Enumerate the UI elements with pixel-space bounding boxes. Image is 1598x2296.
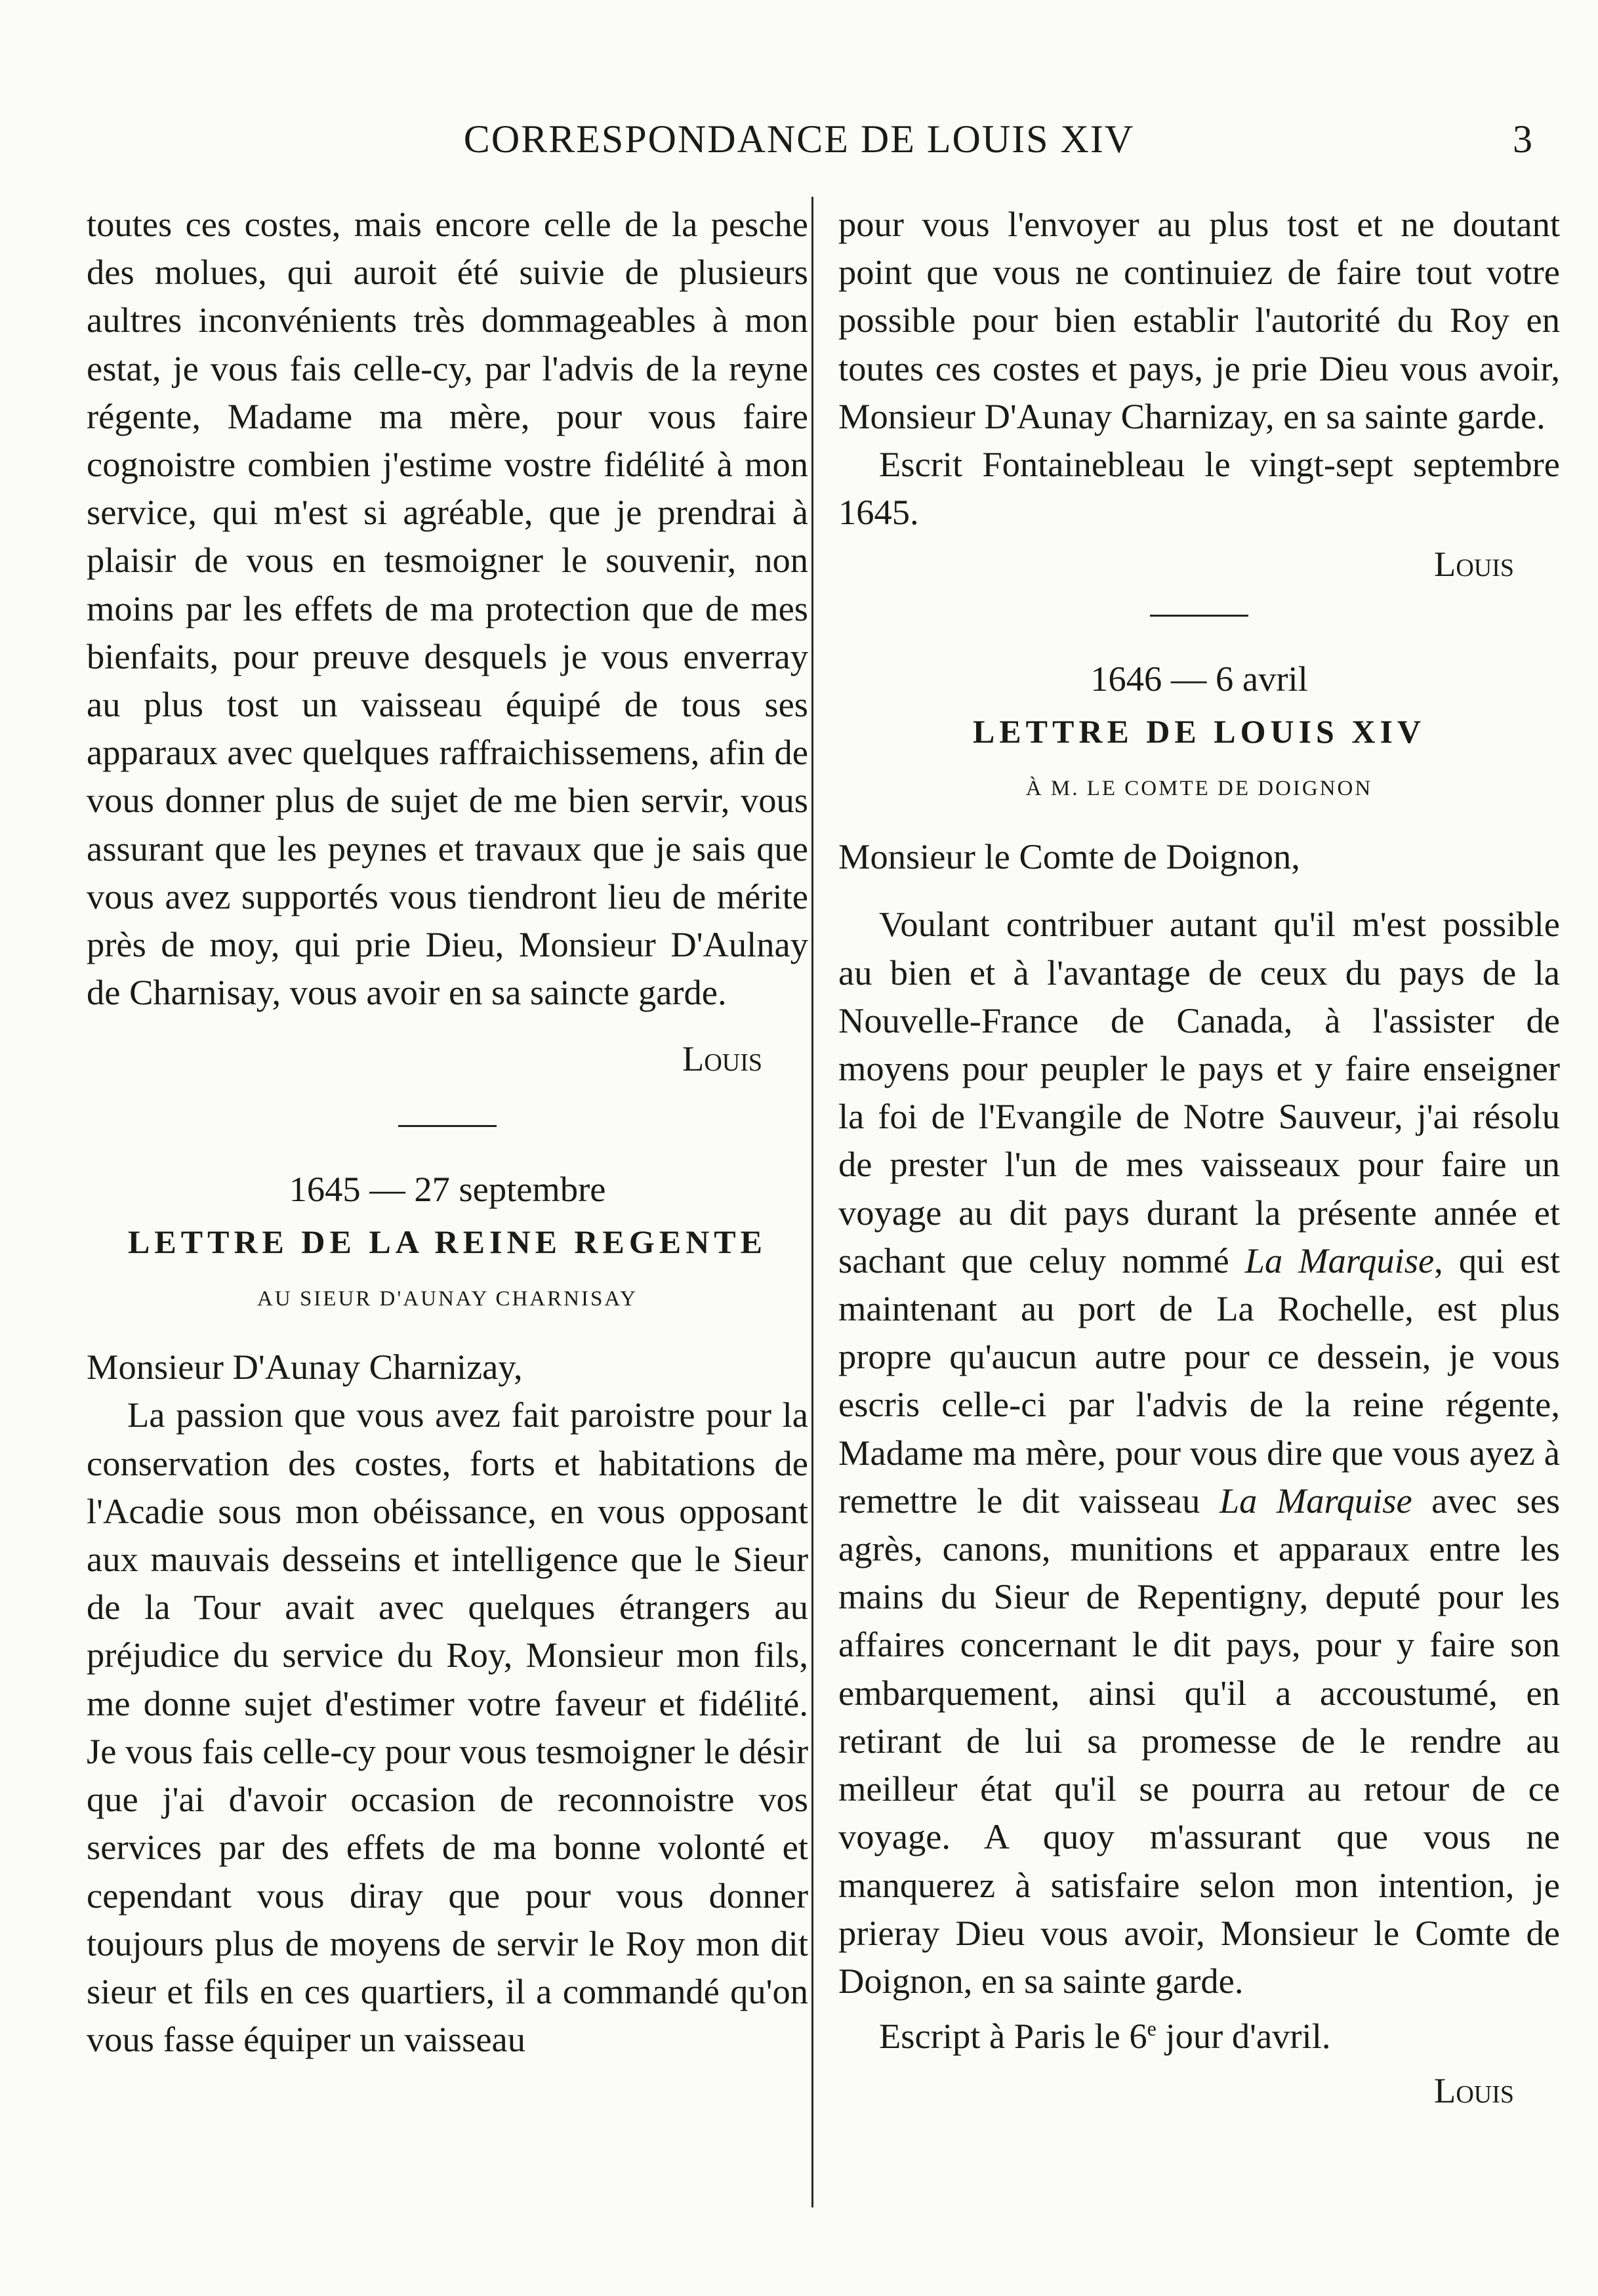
letter-heading: LETTRE DE LOUIS XIV [972,712,1426,750]
column-divider [811,197,813,2207]
letter-date: 1646 — 6 avril [1090,658,1308,699]
body-part-2: , qui est maintenant au port de La Rochelle, est plus propre qu'aucun autre pour ce dessein, je vous escris celle-ci par l'advis de la reine régente, Madame ma mère, pour vous dire que vous ayez à remettre le dit vaisseau [838,1240,1561,1521]
section-separator [1150,615,1248,617]
running-head [0,117,1598,169]
closing-suffix: jour d'avril. [1156,2016,1331,2057]
letter-closing: Escrit Fontainebleau le vingt-sept septembre 1645. [838,444,1560,533]
closing-prefix: Escript à Paris le 6 [879,2016,1147,2057]
letter-salutation: Monsieur le Comte de Doignon, [838,836,1300,877]
body-part-1: Voulant contribuer autant qu'il m'est possible au bien et à l'avantage de ceux du pays de la Nouvelle-France de Canada, à l'assister de moyens pour peupler le pays et y faire enseigner la foi de l'Evangile de Notre Sauveur, j'ai résolu de prester l'un de mes vaisseaux pour faire un voyage au dit pays durant la présente année et sachant que celuy nommé [838,904,1560,1281]
signature-louis: Louis [1434,2070,1514,2111]
closing-sup: e [1147,2017,1157,2041]
ship-name: La Marquise [1244,1240,1435,1281]
letter-heading: LETTRE DE LA REINE REGENTE [128,1223,767,1260]
letter-salutation: Monsieur D'Aunay Charnizay, [87,1347,523,1387]
letter-continuation: toutes ces costes, mais encore celle de la pesche des molues, qui auroit été suivie de plusieurs aultres inconvénients très dommageables à mon estat, je vous fais celle-cy, par l'advis de la reyne régente, Madame ma mère, pour vous faire cognoistre combien j'estime vostre fidélité à mon service, qui m'est si agréable, que je prendrai à plaisir de vous en tesmoigner le souvenir, non moins par les effets de ma protection que de mes bienfaits, pour preuve desquels je vous enverray au plus tost un vaisseau équipé de tous ses apparaux avec quelques raffraichissemens, afin de vous donner plus de sujet de me bien servir, vous assurant que les peynes et travaux que je sais que vous avez supportés vous tiendront lieu de mérite près de moy, qui prie Dieu, Monsieur D'Aulnay de Charnisay, vous avoir en sa saincte garde. [87,204,808,1013]
letter-date: 1645 — 27 septembre [289,1168,606,1209]
left-column [87,200,808,2063]
letter-closing [838,2005,1560,2060]
right-column [838,200,1560,2115]
body-part-3: avec ses agrès, canons, munitions et apparaux entre les mains du Sieur de Repentigny, deputé pour les affaires concernant le dit pays, pour y faire son embarquement, ainsi qu'il a accoustumé, en retirant de lui sa promesse de le rendre au meilleur état qu'il se pourra au retour de ce voyage. A quoy m'assurant que vous ne manquerez à satisfaire selon mon intention, je prieray Dieu vous avoir, Monsieur le Comte de Doignon, en sa sainte garde. [838,1480,1561,2001]
signature-anne: Louis [1434,544,1514,584]
letter-body [838,900,1560,2005]
letter-recipient: AU SIEUR D'AUNAY CHARNISAY [257,1287,638,1311]
signature-louis: Louis [682,1038,762,1079]
ship-name: La Marquise [1219,1480,1412,1521]
section-separator [398,1125,497,1127]
page-number: 3 [1513,117,1532,161]
letter-recipient: À M. LE COMTE DE DOIGNON [1025,777,1373,801]
running-title: CORRESPONDANCE DE LOUIS XIV [463,117,1135,161]
letter-continuation: pour vous l'envoyer au plus tost et ne doutant point que vous ne continuiez de faire tout votre possible pour bien establir l'autorité du Roy en toutes ces costes et pays, je prie Dieu vous avoir, Monsieur D'Aunay Charnizay, en sa sainte garde. [838,204,1560,436]
letter-body: La passion que vous avez fait paroistre pour la conservation des costes, forts et habitations de l'Acadie sous mon obéissance, en vous opposant aux mauvais desseins et intelligence que le Sieur de la Tour avait avec quelques étrangers au préjudice du service du Roy, Monsieur mon fils, me donne sujet d'estimer votre faveur et fidélité. Je vous fais celle-cy pour vous tesmoigner le désir que j'ai d'avoir occasion de reconnoistre vos services par des effets de ma bonne volonté et cependant vous diray que pour vous donner toujours plus de moyens de servir le Roy mon dit sieur et fils en ces quartiers, il a commandé qu'on vous fasse équiper un vaisseau [87,1395,808,2060]
